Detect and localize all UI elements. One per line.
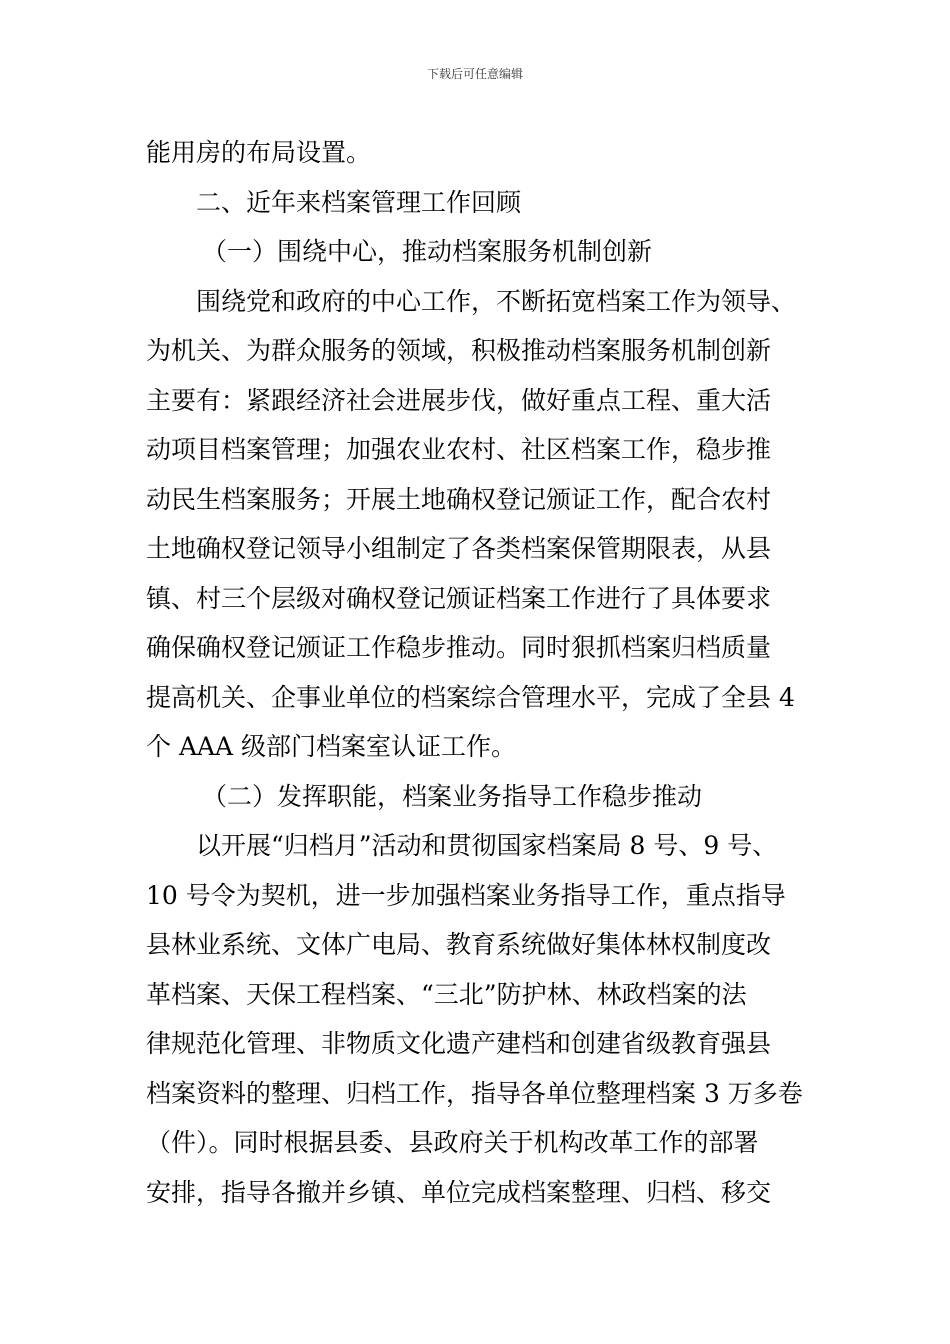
text-line: 能用房的布局设置。: [146, 138, 372, 167]
text-line: 土地确权登记领导小组制定了各类档案保管期限表，从县: [146, 534, 772, 563]
document-body: [146, 128, 818, 1217]
text-line: （件）。同时根据县委、县政府关于机构改革工作的部署: [146, 1128, 759, 1157]
text-line: 提高机关、企事业单位的档案综合管理水平，完成了全县 4: [146, 682, 795, 712]
paragraph-start-line: 以开展“归档月”活动和贯彻国家档案局 8 号、9 号、: [196, 831, 778, 860]
text-line: 动项目档案管理；加强农业农村、社区档案工作，稳步推: [146, 435, 772, 464]
section-heading: 二、近年来档案管理工作回顾: [196, 187, 522, 217]
paragraph-start-line: 围绕党和政府的中心工作，不断拓宽档案工作为领导、: [196, 286, 797, 316]
page-header-note: 下载后可任意编辑: [426, 67, 523, 81]
subsection-heading: （一）围绕中心，推动档案服务机制创新: [202, 237, 653, 266]
text-line: 律规范化管理、非物质文化遗产建档和创建省级教育强县: [146, 1029, 772, 1058]
subsection-heading: （二）发挥职能，档案业务指导工作稳步推动: [202, 781, 703, 811]
text-line: 县林业系统、文体广电局、教育系统做好集体林权制度改: [146, 930, 772, 959]
text-line: 确保确权登记颁证工作稳步推动。同时狠抓档案归档质量: [146, 633, 772, 662]
text-line: 动民生档案服务；开展土地确权登记颁证工作，配合农村: [146, 484, 772, 514]
text-line: 主要有：紧跟经济社会进展步伐，做好重点工程、重大活: [146, 385, 772, 415]
text-line: 革档案、天保工程档案、“三北”防护林、林政档案的法: [146, 979, 747, 1009]
text-line: 10 号令为契机，进一步加强档案业务指导工作，重点指导: [146, 880, 786, 910]
text-line: 安排，指导各撤并乡镇、单位完成档案整理、归档、移交: [146, 1177, 772, 1207]
text-line: 档案资料的整理、归档工作，指导各单位整理档案 3 万多卷: [146, 1078, 803, 1108]
text-line: 镇、村三个层级对确权登记颁证档案工作进行了具体要求: [146, 583, 772, 613]
text-line: 为机关、为群众服务的领域，积极推动档案服务机制创新: [146, 336, 772, 365]
text-line: 个 AAA 级部门档案室认证工作。: [146, 732, 517, 761]
